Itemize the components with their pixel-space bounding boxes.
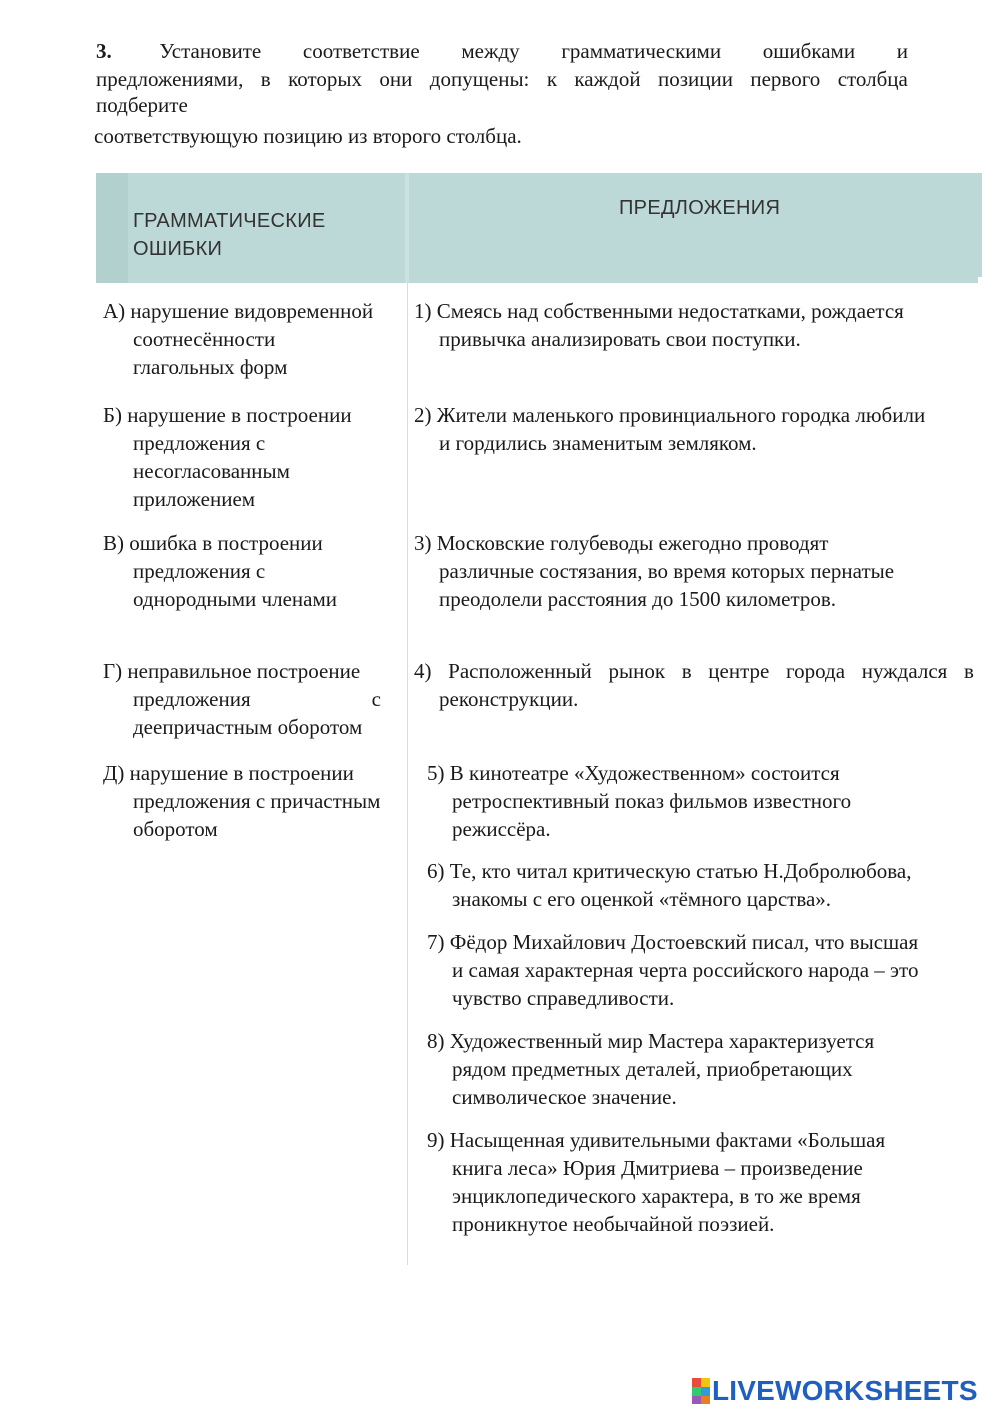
header-column-gap [405, 173, 409, 283]
task-word: каждой [574, 67, 641, 91]
task-line-3: подберите [96, 93, 188, 117]
error-label: Г) неправильное построение [103, 659, 361, 683]
task-word: Установите [159, 39, 262, 63]
sentence-text: книга леса» Юрия Дмитриева – произведение [452, 1156, 863, 1180]
error-text: соотнесённости [133, 327, 276, 351]
sentence-text: ретроспективный показ фильмов известного [452, 789, 852, 813]
error-text: предложения с причастным [133, 789, 381, 813]
task-word: и [896, 39, 908, 63]
error-text: оборотом [133, 817, 218, 841]
error-word: предложения [133, 687, 251, 711]
error-item-b [103, 401, 403, 513]
sentence-text: 5) В кинотеатре «Художественном» состоится [427, 761, 840, 785]
sentence-2 [414, 401, 974, 457]
error-label: А) нарушение видовременной [103, 299, 374, 323]
badge-cell [701, 1378, 710, 1387]
task-word: они [379, 67, 413, 91]
badge-cell [692, 1396, 701, 1404]
sentence-text: знакомы с его оценкой «тёмного царства». [452, 887, 832, 911]
error-text: предложения с [133, 559, 266, 583]
task-word: ошибками [762, 39, 856, 63]
error-label: Д) нарушение в построении [103, 761, 354, 785]
liveworksheets-wordmark: LIVEWORKSHEETS [712, 1375, 978, 1406]
badge-cell [701, 1396, 710, 1404]
sentence-word: города [786, 659, 846, 683]
error-word: с [371, 687, 381, 711]
liveworksheets-logo [692, 1376, 978, 1406]
task-word: допущены: [429, 67, 530, 91]
sentence-text [414, 657, 974, 685]
error-text: предложения с [133, 431, 266, 455]
error-label: Б) нарушение в построении [103, 403, 352, 427]
sentence-text: энциклопедического характера, в то же время [452, 1184, 861, 1208]
sentence-6 [427, 857, 972, 913]
sentence-7 [427, 928, 972, 1012]
sentence-8 [427, 1027, 972, 1111]
sentence-word: рынок [608, 659, 666, 683]
error-text: деепричастным оборотом [133, 715, 363, 739]
task-line-1 [96, 38, 908, 64]
error-text: глагольных форм [133, 355, 288, 379]
sentence-text: различные состязания, во время которых пернатые [439, 559, 895, 583]
column-divider [407, 283, 408, 1265]
error-item-v [103, 529, 403, 613]
sentence-text: реконструкции. [439, 687, 579, 711]
sentence-text: 7) Фёдор Михайлович Достоевский писал, что высшая [427, 930, 919, 954]
header-errors-line: ГРАММАТИЧЕСКИЕ [133, 210, 326, 232]
sentence-9 [427, 1126, 972, 1238]
sentence-text: проникнутое необычайной поэзией. [452, 1212, 775, 1236]
task-word: позиции [657, 67, 733, 91]
badge-cell [692, 1378, 701, 1387]
sentence-word: в [681, 659, 692, 683]
sentence-1 [414, 297, 974, 353]
error-text: однородными членами [133, 587, 337, 611]
sentence-word: нуждался [861, 659, 948, 683]
sentence-4 [414, 657, 974, 713]
error-text: несогласованным [133, 459, 290, 483]
task-word: первого [750, 67, 821, 91]
error-item-g [103, 657, 403, 741]
sentence-text: рядом предметных деталей, приобретающих [452, 1057, 853, 1081]
header-sentences: ПРЕДЛОЖЕНИЯ [619, 197, 781, 219]
sentence-word: Расположенный [448, 659, 592, 683]
task-line-2 [96, 66, 908, 92]
task-word: к [546, 67, 558, 91]
sentence-text: 8) Художественный мир Мастера характеризуется [427, 1029, 875, 1053]
liveworksheets-badge-icon [692, 1378, 710, 1404]
sentence-text: и самая характерная черта российского народа – это [452, 958, 919, 982]
sentence-word: в [964, 659, 974, 683]
task-word: столбца [837, 67, 908, 91]
task-word: грамматическими [561, 39, 722, 63]
sentence-word: центре [708, 659, 770, 683]
task-number: 3. [96, 39, 112, 63]
header-errors [133, 207, 393, 263]
sentence-text: чувство справедливости. [452, 986, 675, 1010]
sentence-3 [414, 529, 974, 613]
sentence-text: привычка анализировать свои поступки. [439, 327, 801, 351]
sentence-text: 9) Насыщенная удивительными фактами «Большая [427, 1128, 886, 1152]
sentence-word: 4) [414, 659, 432, 683]
header-errors-line: ОШИБКИ [133, 238, 223, 260]
task-word: соответствие [302, 39, 420, 63]
error-text [103, 685, 403, 713]
header-edge [978, 173, 982, 277]
sentence-text: 2) Жители маленького провинциального городка любили [414, 403, 926, 427]
task-word: предложениями, [96, 67, 244, 91]
sentence-text: 3) Московские голубеводы ежегодно проводят [414, 531, 829, 555]
sentence-5 [427, 759, 972, 843]
error-item-d [103, 759, 403, 843]
sentence-text: 6) Те, кто читал критическую статью Н.Добролюбова, [427, 859, 912, 883]
task-word: в [260, 67, 271, 91]
sentence-text: режиссёра. [452, 817, 551, 841]
badge-cell [692, 1387, 701, 1396]
task-line-4: соответствующую позицию из второго столбца. [94, 124, 522, 148]
error-item-a [103, 297, 403, 381]
sentence-text: 1) Смеясь над собственными недостатками, рождается [414, 299, 904, 323]
error-label: В) ошибка в построении [103, 531, 323, 555]
sentence-text: преодолели расстояния до 1500 километров. [439, 587, 837, 611]
header-shade [96, 173, 128, 283]
task-word: которых [288, 67, 362, 91]
badge-cell [701, 1387, 710, 1396]
task-word: между [461, 39, 520, 63]
sentence-text: и гордились знаменитым земляком. [439, 431, 757, 455]
sentence-text: символическое значение. [452, 1085, 677, 1109]
error-text: приложением [133, 487, 256, 511]
